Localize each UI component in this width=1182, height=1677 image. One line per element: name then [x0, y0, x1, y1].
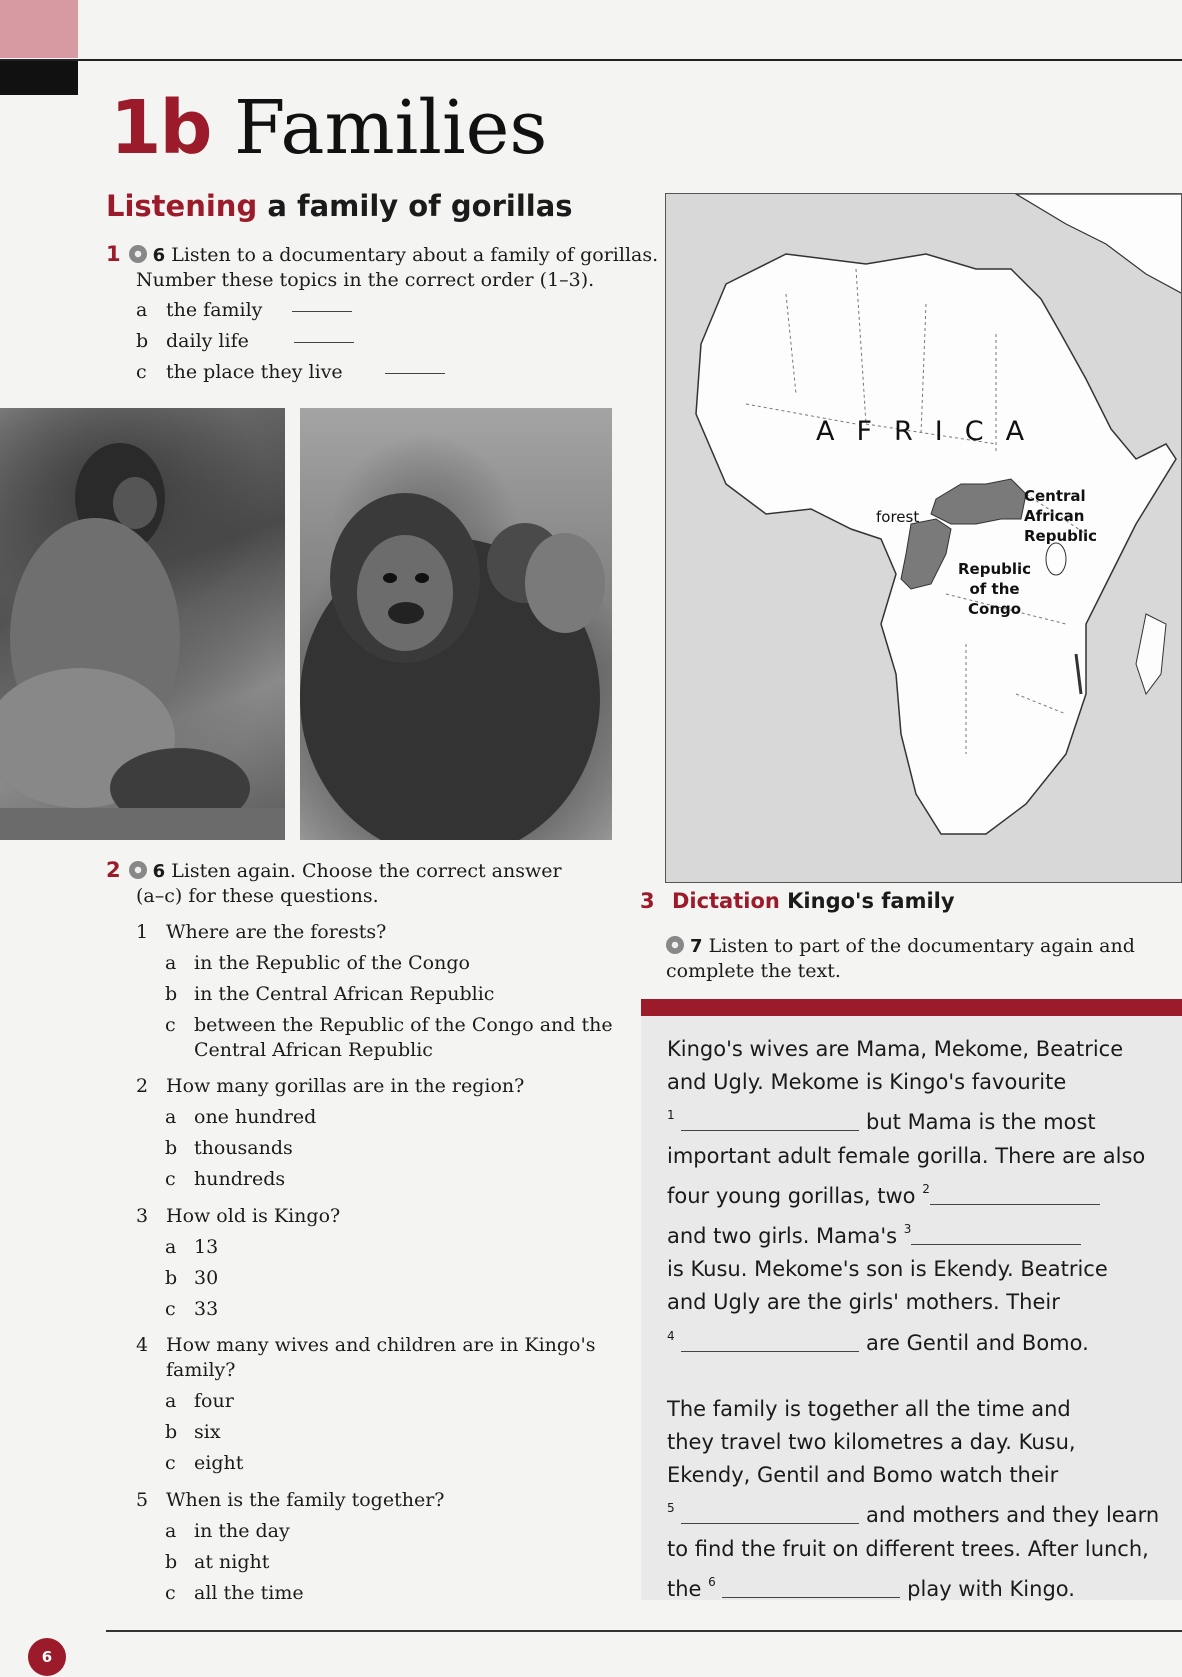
exercise-1-instruction [106, 242, 666, 293]
dictation-line [667, 1213, 1167, 1253]
question-text: Where are the forests? [166, 921, 387, 943]
map-label-republic-of-congo [958, 559, 1031, 619]
answer-text: one hundred [194, 1106, 317, 1128]
answer-text: at night [194, 1551, 270, 1573]
dictation-fragment: play with Kingo. [907, 1576, 1075, 1601]
page-title [110, 85, 548, 171]
dictation-line: Kingo's wives are Mama, Mekome, Beatrice [667, 1037, 1124, 1061]
section-heading-listening [106, 189, 573, 223]
answer-text: four [194, 1390, 234, 1412]
gap-blank[interactable] [681, 1110, 859, 1131]
top-rule [0, 59, 1182, 61]
question-number: 3 [136, 1205, 149, 1227]
exercise-2-instruction [106, 858, 626, 909]
track-number: 6 [152, 245, 166, 266]
gap-number: 1 [667, 1108, 675, 1123]
dictation-fragment: but Mama is the most [866, 1110, 1096, 1135]
dictation-fragment: the [667, 1576, 702, 1601]
dictation-line [667, 1566, 1167, 1606]
map-label-central-african-republic [1024, 486, 1097, 546]
gap-blank[interactable] [681, 1503, 859, 1524]
exercise-1-number: 1 [106, 242, 121, 266]
answer-option[interactable] [165, 1389, 234, 1414]
question-text: How many gorillas are in the region? [166, 1075, 525, 1097]
question [136, 1074, 524, 1099]
answer-option[interactable] [165, 1136, 293, 1161]
answer-letter: b [165, 1421, 178, 1443]
instruction-line-1: Listen again. Choose the correct answer [171, 860, 562, 882]
map-label-forest: forest [876, 508, 920, 526]
section-heading-rest: Kingo's family [787, 889, 955, 913]
answer-option[interactable] [165, 982, 494, 1007]
instruction-line-2: Number these topics in the correct order (1–3). [136, 269, 595, 291]
option-letter: c [136, 361, 147, 383]
topic-option [136, 299, 352, 321]
dictation-header-bar [641, 999, 1182, 1016]
dictation-line [667, 1173, 1167, 1213]
question-number: 1 [136, 921, 149, 943]
answer-letter: a [165, 1390, 177, 1412]
option-text: daily life [166, 330, 249, 352]
question-text: How old is Kingo? [166, 1205, 341, 1227]
section-heading-rest: a family of gorillas [267, 189, 573, 223]
map-label-line: Republic [1024, 527, 1098, 545]
answer-option[interactable] [165, 1167, 285, 1192]
answer-text: 33 [194, 1298, 219, 1320]
map-label-line: Congo [968, 600, 1022, 618]
answer-option[interactable] [165, 1235, 218, 1260]
answer-option[interactable] [165, 951, 470, 976]
africa-map [665, 193, 1182, 883]
answer-letter: a [165, 1106, 177, 1128]
dictation-line: and Ugly are the girls' mothers. Their [667, 1290, 1060, 1315]
answer-text: between the Republic of the Congo and the Central African Republic [194, 1014, 613, 1061]
gap-number: 3 [903, 1222, 912, 1237]
instruction-line-2: complete the text. [666, 960, 841, 982]
answer-text: in the Central African Republic [194, 983, 495, 1005]
topic-option [136, 361, 445, 383]
answer-option[interactable] [165, 1013, 614, 1063]
gorilla-photo-sitting [0, 408, 285, 840]
answer-letter: b [165, 1267, 178, 1289]
answer-letter: b [165, 983, 178, 1005]
gap-blank[interactable] [911, 1224, 1081, 1245]
cd-icon [129, 245, 147, 263]
answer-option[interactable] [165, 1420, 221, 1445]
option-letter: b [136, 330, 149, 352]
answer-option[interactable] [165, 1105, 316, 1130]
lesson-title: Families [234, 85, 548, 171]
gap-blank[interactable] [681, 1331, 859, 1352]
gap-blank[interactable] [930, 1184, 1100, 1205]
exercise-3-number: 3 [640, 889, 655, 913]
cd-icon [666, 936, 684, 954]
gap-number: 5 [667, 1501, 675, 1516]
map-label-line: of the [969, 580, 1020, 598]
question [136, 920, 386, 945]
section-heading-dictation [640, 889, 955, 913]
answer-option[interactable] [165, 1519, 290, 1544]
gap-number: 6 [708, 1574, 716, 1589]
dictation-fragment: are Gentil and Bomo. [866, 1330, 1089, 1355]
map-label-line: Central [1024, 487, 1086, 505]
section-heading-red: Listening [106, 189, 258, 223]
dictation-fragment: four young gorillas, two [667, 1183, 916, 1208]
dictation-line: Ekendy, Gentil and Bomo watch their [667, 1463, 1059, 1488]
exercise-3-instruction [666, 934, 1146, 984]
option-text: the place they live [166, 361, 343, 383]
question-text: How many wives and children are in Kingo's family? [166, 1334, 596, 1381]
answer-text: in the Republic of the Congo [194, 952, 470, 974]
question-number: 5 [136, 1489, 149, 1511]
dictation-line: to find the fruit on different trees. After lunch, [667, 1536, 1149, 1561]
map-label-africa: AFRICA [816, 416, 1047, 447]
gap-blank[interactable] [722, 1577, 900, 1598]
dictation-text [667, 1033, 1167, 1606]
question [136, 1333, 606, 1383]
answer-letter: a [165, 952, 177, 974]
dictation-line: is Kusu. Mekome's son is Ekendy. Beatrice [667, 1257, 1108, 1282]
dictation-fragment: and mothers and they learn [866, 1503, 1160, 1528]
answer-option[interactable] [165, 1266, 218, 1291]
dictation-fragment: and two girls. Mama's [667, 1224, 898, 1249]
dictation-line [667, 1492, 1167, 1532]
answer-text: in the day [194, 1520, 290, 1542]
answer-letter: b [165, 1551, 178, 1573]
instruction-line-1: Listen to a documentary about a family of gorillas. [171, 244, 659, 266]
map-label-line: African [1024, 507, 1085, 525]
dictation-line [667, 1320, 1167, 1360]
answer-text: hundreds [194, 1168, 286, 1190]
question-number: 4 [136, 1334, 149, 1356]
gorilla-photo-mother-baby [300, 408, 612, 840]
dictation-line: important adult female gorilla. There are also [667, 1143, 1146, 1168]
option-letter: a [136, 299, 148, 321]
answer-letter: c [165, 1298, 176, 1320]
instruction-line-1: Listen to part of the documentary again and [708, 935, 1135, 957]
question [136, 1204, 340, 1229]
answer-text: all the time [194, 1582, 304, 1604]
answer-letter: a [165, 1520, 177, 1542]
answer-text: six [194, 1421, 221, 1443]
answer-option[interactable] [165, 1297, 218, 1322]
question-text: When is the family together? [166, 1489, 445, 1511]
dictation-line: The family is together all the time and [667, 1396, 1071, 1421]
cd-icon [129, 861, 147, 879]
unit-tab [0, 61, 78, 95]
question-number: 2 [136, 1075, 149, 1097]
answer-blank[interactable] [292, 311, 352, 312]
section-heading-red: Dictation [671, 889, 780, 913]
answer-letter: c [165, 1168, 176, 1190]
answer-letter: b [165, 1137, 178, 1159]
map-label-line: Republic [958, 560, 1032, 578]
dictation-line [667, 1099, 1167, 1139]
gap-number: 4 [667, 1328, 675, 1343]
page-number: 6 [28, 1638, 66, 1676]
answer-letter: c [165, 1014, 176, 1036]
answer-letter: c [165, 1582, 176, 1604]
answer-text: 13 [194, 1236, 219, 1258]
instruction-line-2: (a–c) for these questions. [136, 885, 379, 907]
answer-text: eight [194, 1452, 244, 1474]
lesson-code: 1b [110, 85, 211, 171]
answer-text: thousands [194, 1137, 293, 1159]
bottom-rule [106, 1630, 1182, 1632]
answer-blank[interactable] [385, 373, 445, 374]
track-number: 7 [690, 936, 703, 957]
answer-text: 30 [194, 1267, 219, 1289]
question [136, 1488, 444, 1513]
answer-option[interactable] [165, 1550, 269, 1575]
exercise-2-number: 2 [106, 858, 121, 882]
gap-number: 2 [922, 1181, 930, 1196]
topic-option [136, 330, 354, 352]
track-number: 6 [152, 861, 166, 882]
option-text: the family [166, 299, 263, 321]
dictation-line: and Ugly. Mekome is Kingo's favourite [667, 1070, 1067, 1095]
answer-option[interactable] [165, 1451, 243, 1476]
answer-option[interactable] [165, 1581, 304, 1606]
corner-tab [0, 0, 78, 58]
answer-blank[interactable] [294, 342, 354, 343]
dictation-line: they travel two kilometres a day. Kusu, [667, 1430, 1076, 1455]
answer-letter: c [165, 1452, 176, 1474]
answer-letter: a [165, 1236, 177, 1258]
